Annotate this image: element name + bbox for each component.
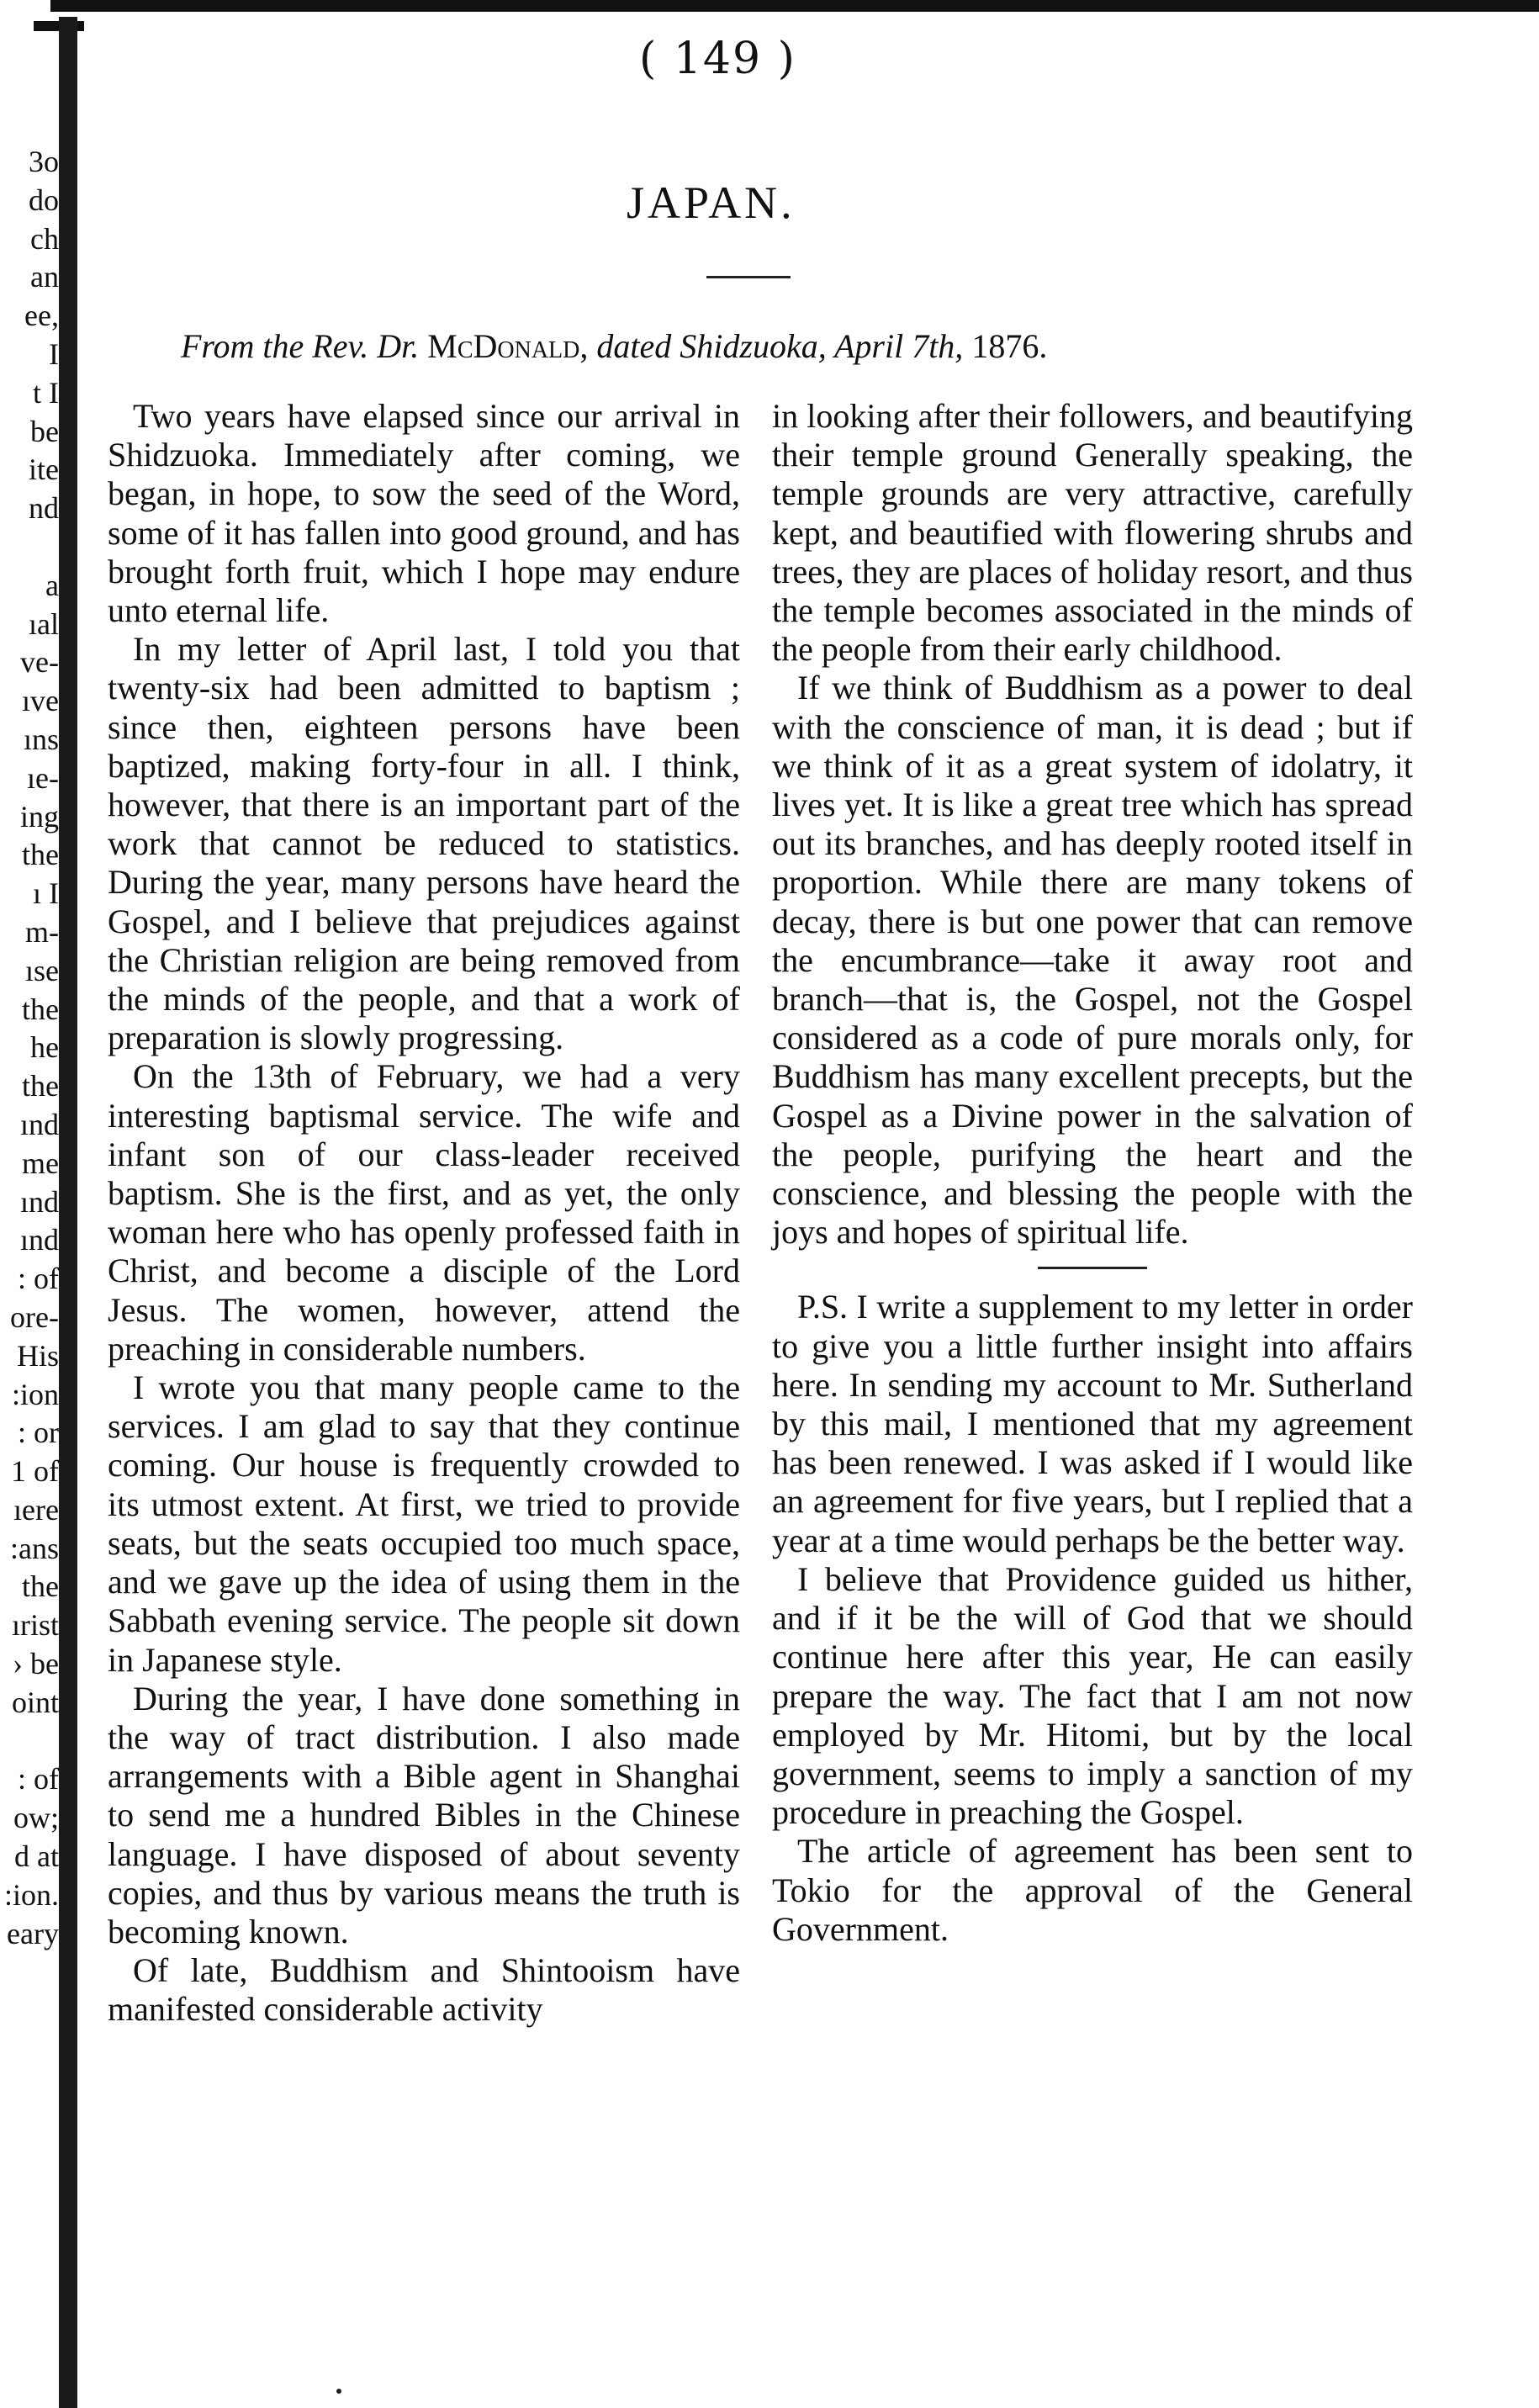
previous-page-fragment: do: [29, 183, 59, 217]
previous-page-fragment: ınd: [19, 1184, 59, 1219]
byline-from: From the Rev. Dr.: [181, 327, 420, 365]
left-column: [108, 397, 740, 2030]
previous-page-fragment: me: [22, 1146, 59, 1180]
byline-name: McDonald,: [427, 327, 589, 365]
previous-page-fragment: a: [45, 568, 59, 602]
previous-page-fragment: the: [22, 1569, 59, 1604]
previous-page-edge: [0, 143, 59, 1953]
previous-page-fragment: : of: [18, 1262, 59, 1296]
previous-page-fragment: be: [30, 414, 59, 448]
paragraph: If we think of Buddhism as a power to deal with the conscience of man, it is dead ; but if we think of it as a great system of idolatry, it lives yet. It is like a great tree which has spread out its branches, and has deeply rooted itself in proportion. While there are many tokens of decay, there is but one power that can remove the encumbrance—take it away root and branch—that is, the Gospel, not the Gospel considered as a code of pure morals only, for Buddhism has many excellent precepts, but the Gospel as a Divine power in the salvation of the people, purifying the heart and the conscience, and blessing the people with the joys and hopes of spiritual life.: [772, 669, 1413, 1252]
paragraph: I wrote you that many people came to the services. I am glad to say that they continue coming. Our house is frequently crowded to its utmost extent. At first, we tried to provide seats, but the seats occupied too much space, and we gave up the idea of using them in the Sabbath evening service. The people sit down in Japanese style.: [108, 1368, 740, 1679]
postscript-paragraph: The article of agreement has been sent to Tokio for the approval of the General Government.: [772, 1832, 1413, 1948]
ink-dot: [336, 2389, 341, 2394]
previous-page-fragment: 1 of: [11, 1454, 59, 1489]
previous-page-fragment: ınd: [19, 1223, 59, 1257]
previous-page-fragment: ow;: [13, 1801, 59, 1835]
previous-page-fragment: ite: [29, 452, 59, 487]
postscript-paragraph: I believe that Providence guided us hither, and if it be the will of God that we should continue here after this year, He can easily prepare the way. The fact that I am not now employed by Mr. Hitomi, but by the local government, seems to imply a sanction of my procedure in preaching the Gospel.: [772, 1559, 1413, 1832]
article-title: JAPAN.: [627, 177, 796, 228]
previous-page-fragment: I: [49, 336, 59, 371]
previous-page-fragment: ıse: [25, 953, 59, 987]
previous-page-fragment: he: [30, 1030, 59, 1065]
previous-page-fragment: ıe-: [27, 760, 59, 795]
previous-page-fragment: ı I: [33, 876, 59, 911]
previous-page-fragment: ve-: [20, 645, 59, 680]
title-rule: [706, 276, 791, 278]
byline-dated: dated Shidzuoka, April 7th,: [596, 327, 964, 365]
paragraph: Two years have elapsed since our arrival in Shidzuoka. Immediately after coming, we began, in hope, to sow the seed of the Word, some of it has fallen into good ground, and has brought forth fruit, which I hope may endure unto eternal life.: [108, 397, 740, 630]
previous-page-fragment: ing: [19, 799, 59, 834]
top-rule: [50, 0, 1539, 12]
previous-page-fragment: oint: [11, 1685, 59, 1719]
previous-page-fragment: [0, 528, 59, 567]
previous-page-fragment: ch: [30, 221, 59, 256]
paragraph: In my letter of April last, I told you that twenty-six had been admitted to baptism ; since then, eighteen persons have been baptized, making forty-four in all. I think, however, that there is an important part of the work that cannot be reduced to statistics. During the year, many persons have heard the Gospel, and I believe that prejudices against the Christian religion are being removed from the minds of the people, and that a work of preparation is slowly progressing.: [108, 630, 740, 1057]
paragraph: On the 13th of February, we had a very interesting baptismal service. The wife and infant son of our class-leader received baptism. She is the first, and as yet, the only woman here who has openly professed faith in Christ, and become a disciple of the Lord Jesus. The women, however, attend the preaching in considerable numbers.: [108, 1057, 740, 1368]
previous-page-fragment: :ion: [11, 1377, 59, 1411]
previous-page-fragment: His: [16, 1338, 59, 1373]
previous-page-fragment: nd: [29, 491, 59, 526]
previous-page-fragment: : or: [18, 1416, 59, 1450]
previous-page-fragment: ıns: [23, 722, 59, 756]
previous-page-fragment: the: [22, 838, 59, 872]
paragraph-continuation: in looking after their followers, and beautifying their temple ground Generally speaking, the temple grounds are very attractive, carefully kept, and beautified with flowering shrubs and trees, they are places of holiday resort, and thus the temple becomes associated in the minds of the people from their early childhood.: [772, 397, 1413, 669]
previous-page-fragment: [0, 1723, 59, 1761]
previous-page-fragment: ıve: [22, 684, 59, 718]
previous-page-fragment: ıal: [29, 606, 59, 641]
previous-page-fragment: ore-: [10, 1299, 59, 1334]
page-spine: [59, 17, 77, 2408]
byline-year: 1876.: [971, 327, 1048, 365]
previous-page-fragment: › be: [13, 1647, 59, 1681]
previous-page-fragment: d at: [14, 1839, 59, 1874]
previous-page-fragment: m-: [25, 914, 59, 949]
previous-page-fragment: ırist: [11, 1608, 59, 1643]
previous-page-fragment: t I: [33, 375, 59, 410]
byline: [181, 326, 1047, 366]
previous-page-fragment: : of: [18, 1762, 59, 1797]
previous-page-fragment: the: [22, 992, 59, 1026]
previous-page-fragment: :ans: [10, 1531, 59, 1565]
right-column: [772, 397, 1413, 1949]
previous-page-fragment: eary: [7, 1916, 59, 1950]
previous-page-fragment: an: [30, 260, 59, 294]
previous-page-fragment: ınd: [19, 1107, 59, 1141]
paragraph: Of late, Buddhism and Shintooism have manifested considerable activity: [108, 1951, 740, 2029]
previous-page-fragment: :ion.: [3, 1877, 59, 1912]
previous-page-fragment: ıere: [13, 1492, 59, 1527]
previous-page-fragment: 3o: [29, 145, 59, 178]
postscript-rule: [1038, 1267, 1147, 1269]
postscript-paragraph: P.S. I write a supplement to my letter in order to give you a little further insight into affairs here. In sending my account to Mr. Sutherland by this mail, I mentioned that my agreement has been renewed. I was asked if I would like an agreement for five years, but I replied that a year at a time would perhaps be the better way.: [772, 1288, 1413, 1559]
page-number: ( 149 ): [639, 34, 796, 84]
paragraph: During the year, I have done something in the way of tract distribution. I also made arrangements with a Bible agent in Shanghai to send me a hundred Bibles in the Chinese language. I have disposed of about seventy copies, and thus by various means the truth is becoming known.: [108, 1679, 740, 1950]
previous-page-fragment: ee,: [24, 299, 59, 333]
previous-page-fragment: the: [22, 1069, 59, 1103]
